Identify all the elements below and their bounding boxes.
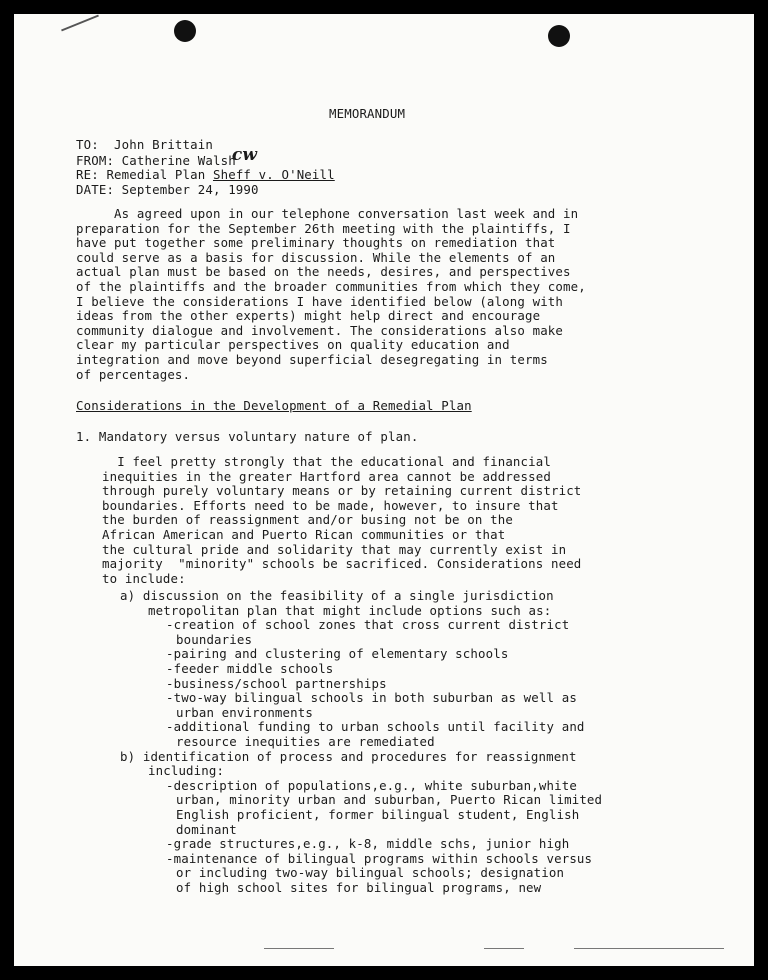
- sub-option-cont: of high school sites for bilingual programs, new: [176, 879, 542, 895]
- punch-hole-right: [548, 25, 570, 47]
- sub-option: -description of populations,e.g., white suburban,white: [166, 777, 577, 793]
- intro-line: have put together some preliminary thoughts on remediation that: [76, 235, 556, 251]
- item-1-paragraph: [102, 455, 581, 586]
- list-item-b: b) identification of process and procedures for reassignment: [120, 748, 577, 764]
- intro-line: As agreed upon in our telephone conversation last week and in: [76, 206, 579, 221]
- re-line: [76, 168, 335, 183]
- intro-line: clear my particular perspectives on quality education and: [76, 337, 510, 353]
- item-1-title: 1. Mandatory versus voluntary nature of plan.: [76, 429, 419, 444]
- case-name: Sheff v. O'Neill: [212, 167, 335, 183]
- sub-option: -creation of school zones that cross current district: [166, 617, 570, 633]
- sub-option: -grade structures,e.g., k-8, middle schs, junior high: [166, 836, 570, 852]
- para-line: I feel pretty strongly that the educational and financial: [102, 454, 551, 469]
- section-heading: Considerations in the Development of a Remedial Plan: [76, 398, 472, 413]
- intro-line: community dialogue and involvement. The considerations also make: [76, 322, 564, 338]
- sub-option-cont: boundaries: [176, 631, 253, 647]
- para-line: the burden of reassignment and/or busing not be on the: [102, 512, 513, 528]
- para-line: boundaries. Efforts need to be made, however, to insure that: [102, 497, 559, 513]
- scan-artifact-line: [264, 948, 334, 949]
- sub-option: -feeder middle schools: [166, 660, 334, 676]
- scan-artifact-line: [484, 948, 524, 949]
- considerations-list: [14, 589, 602, 895]
- sub-option-cont: urban environments: [176, 704, 313, 720]
- to-line: TO: John Brittain: [76, 137, 213, 152]
- intro-line: preparation for the September 26th meeting with the plaintiffs, I: [76, 220, 571, 236]
- intro-line: integration and move beyond superficial desegregating in terms: [76, 351, 548, 367]
- punch-hole-left: [174, 20, 196, 42]
- intro-line: could serve as a basis for discussion. While the elements of an: [76, 249, 556, 265]
- intro-paragraph: [76, 207, 676, 382]
- list-item-a-cont: metropolitan plan that might include options such as:: [148, 602, 552, 618]
- scan-artifact-line: [574, 948, 724, 949]
- sub-option: -business/school partnerships: [166, 675, 387, 691]
- para-line: African American and Puerto Rican communities or that: [102, 526, 506, 542]
- intro-line: of the plaintiffs and the broader communities from which they come,: [76, 278, 586, 294]
- para-line: through purely voluntary means or by retaining current district: [102, 483, 582, 499]
- sub-option: -maintenance of bilingual programs within schools versus: [166, 850, 593, 866]
- intro-line: ideas from the other experts) might help direct and encourage: [76, 308, 541, 324]
- sub-option-cont: or including two-way bilingual schools; designation: [176, 865, 565, 881]
- pen-mark: [61, 15, 99, 32]
- intro-line: of percentages.: [76, 366, 191, 382]
- intro-line: I believe the considerations I have identified below (along with: [76, 293, 564, 309]
- date-line: DATE: September 24, 1990: [76, 181, 259, 197]
- sub-option: -two-way bilingual schools in both suburban as well as: [166, 690, 577, 706]
- memo-title: MEMORANDUM: [329, 106, 406, 121]
- para-line: the cultural pride and solidarity that may currently exist in: [102, 541, 567, 557]
- sub-option-cont: dominant: [176, 821, 237, 837]
- sub-option: -pairing and clustering of elementary schools: [166, 646, 509, 662]
- list-item-b-cont: including:: [148, 763, 225, 779]
- sub-option: -additional funding to urban schools until facility and: [166, 719, 585, 735]
- memo-header: [76, 138, 335, 197]
- memo-page: [14, 14, 754, 966]
- handwritten-initials: cw: [231, 144, 258, 165]
- para-line: inequities in the greater Hartford area cannot be addressed: [102, 468, 551, 484]
- intro-line: actual plan must be based on the needs, desires, and perspectives: [76, 264, 571, 280]
- para-line: to include:: [102, 570, 186, 586]
- from-text: FROM: Catherine Walsh: [76, 152, 236, 168]
- sub-option-cont: urban, minority urban and suburban, Puerto Rican limited: [176, 792, 603, 808]
- sub-option-cont: English proficient, former bilingual student, English: [176, 806, 580, 822]
- re-prefix: RE: Remedial Plan: [76, 167, 213, 183]
- sub-option-cont: resource inequities are remediated: [176, 733, 435, 749]
- list-item-a: a) discussion on the feasibility of a single jurisdiction: [120, 588, 554, 603]
- para-line: majority "minority" schools be sacrificed. Considerations need: [102, 556, 582, 572]
